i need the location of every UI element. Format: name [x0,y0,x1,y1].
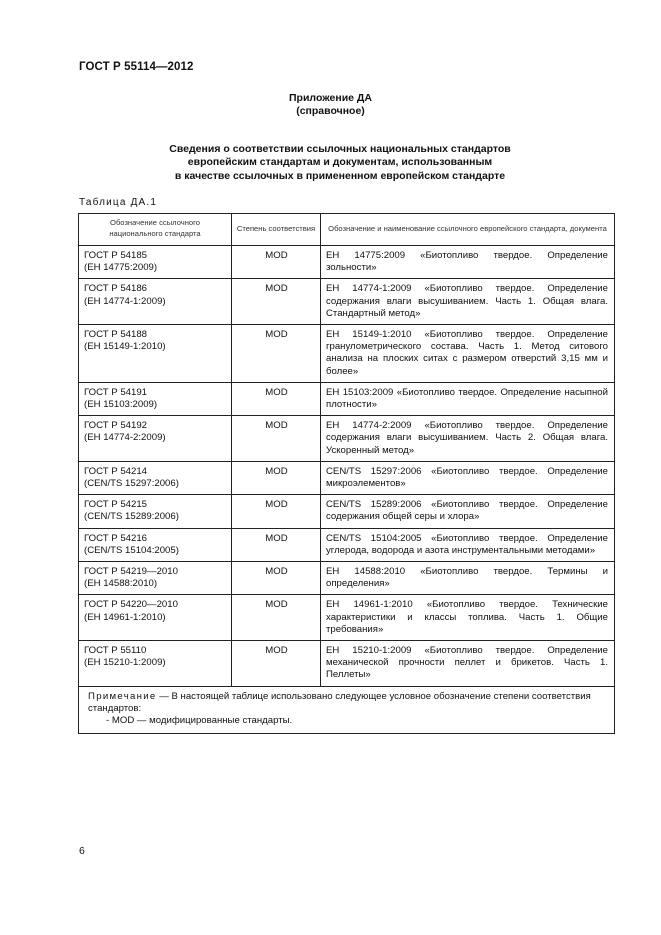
note-text: — В настоящей таблице использовано следующее условное обозначение степени соответствия стандартов: [88,690,591,714]
national-standard-cell [79,495,232,528]
national-standard-code: ГОСТ Р 54219—2010 [84,566,178,578]
table-row [79,246,615,279]
page-number: 6 [79,845,85,857]
degree-cell: MOD [232,641,321,687]
national-standard-cell [79,528,232,561]
table-body [79,246,615,687]
national-standard-cell [79,461,232,494]
table-row [79,495,615,528]
national-standard-code: ГОСТ Р 54188 [84,329,147,341]
degree-cell: MOD [232,528,321,561]
table-row [79,528,615,561]
heading-line-3: в качестве ссылочных в примененном европейском стандарте [174,169,506,182]
national-standard-cell [79,562,232,595]
national-standard-cell [79,246,232,279]
european-standard-cell: ЕН 14588:2010 «Биотопливо твердое. Термины и определения» [321,562,615,595]
degree-cell: MOD [232,279,321,325]
degree-cell: MOD [232,246,321,279]
european-standard-cell: ЕН 15103:2009 «Биотопливо твердое. Определение насыпной плотности» [321,382,615,415]
european-standard-cell: ЕН 14775:2009 «Биотопливо твердое. Определение зольности» [321,246,615,279]
national-standard-code: ГОСТ Р 54216 [84,532,147,544]
degree-cell: MOD [232,595,321,641]
equivalent-standard-code: (ЕН 15210-1:2009) [84,657,166,669]
table-caption: Таблица ДА.1 [79,197,158,208]
european-standard-cell: ЕН 14774-1:2009 «Биотопливо твердое. Определение содержания влаги высушиванием. Часть 1. Общая влага. Стандартный метод» [321,279,615,325]
table-header-row [79,214,615,246]
table-row [79,641,615,687]
equivalent-standard-code: (ЕН 14774-1:2009) [84,295,166,307]
equivalent-standard-code: (ЕН 14588:2010) [84,578,158,590]
equivalent-standard-code: (ЕН 14961-1:2010) [84,611,166,623]
note-item: - MOD — модифицированные стандарты. [106,715,293,727]
european-standard-cell: CEN/TS 15104:2005 «Биотопливо твердое. Определение углерода, водорода и азота инструментальными методами» [321,528,615,561]
degree-cell: MOD [232,325,321,383]
equivalent-standard-code: (ЕН 14775:2009) [84,262,158,274]
national-standard-cell [79,279,232,325]
european-standard-cell: ЕН 14774-2:2009 «Биотопливо твердое. Определение содержания влаги высушиванием. Часть 2. Общая влага. Ускоренный метод» [321,416,615,462]
national-standard-cell [79,416,232,462]
european-standard-cell: ЕН 15149-1:2010 «Биотопливо твердое. Определение гранулометрического состава. Часть 1. Метод ситового анализа на плоских ситах с размером отверстий 3,15 мм и более» [321,325,615,383]
national-standard-code: ГОСТ Р 54220—2010 [84,599,178,611]
european-standard-cell: CEN/TS 15289:2006 «Биотопливо твердое. Определение содержания общей серы и хлора» [321,495,615,528]
national-standard-code: ГОСТ Р 54214 [84,465,147,477]
table-row [79,416,615,462]
european-standard-cell: CEN/TS 15297:2006 «Биотопливо твердое. Определение микроэлементов» [321,461,615,494]
table-row [79,279,615,325]
column-header-degree: Степень соответствия [232,214,321,246]
annex-title: Приложение ДА [289,92,372,104]
equivalent-standard-code: (ЕН 15103:2009) [84,399,158,411]
national-standard-code: ГОСТ Р 54192 [84,420,147,432]
note-label: Примечание [88,690,157,702]
national-standard-code: ГОСТ Р 54186 [84,283,147,295]
national-standard-code: ГОСТ Р 54185 [84,250,147,261]
degree-cell: MOD [232,382,321,415]
national-standard-cell [79,595,232,641]
annex-header [0,92,661,118]
table-row [79,382,615,415]
degree-cell: MOD [232,562,321,595]
degree-cell: MOD [232,495,321,528]
national-standard-cell [79,382,232,415]
equivalent-standard-code: (ЕН 14774-2:2009) [84,432,166,444]
equivalent-standard-code: (CEN/TS 15104:2005) [84,544,179,556]
annex-subtitle: (справочное) [296,105,365,117]
national-standard-code: ГОСТ Р 55110 [84,645,147,657]
heading-line-2: европейским стандартам и документам, использованным [187,156,493,169]
annex-heading [130,143,550,183]
heading-line-1: Сведения о соответствии ссылочных национальных стандартов [169,143,511,155]
column-header-national-standard: Обозначение ссылочного национального стандарта [79,214,232,246]
national-standard-cell [79,325,232,383]
european-standard-cell: ЕН 14961-1:2010 «Биотопливо твердое. Технические характеристики и классы топлива. Часть 1. Общие требования» [321,595,615,641]
column-header-european-standard: Обозначение и наименование ссылочного европейского стандарта, документа [321,214,615,246]
table-row [79,562,615,595]
document-code: ГОСТ Р 55114—2012 [79,61,194,73]
equivalent-standard-code: (ЕН 15149-1:2010) [84,341,166,353]
national-standard-code: ГОСТ Р 54191 [84,386,147,398]
degree-cell: MOD [232,416,321,462]
correspondence-table [78,213,615,734]
equivalent-standard-code: (CEN/TS 15289:2006) [84,511,179,523]
national-standard-cell [79,641,232,687]
table-row [79,595,615,641]
table-note [79,686,615,734]
degree-cell: MOD [232,461,321,494]
national-standard-code: ГОСТ Р 54215 [84,499,147,511]
table-note-row [79,686,615,734]
european-standard-cell: ЕН 15210-1:2009 «Биотопливо твердое. Определение механической прочности пеллет и брикетов. Часть 1. Пеллеты» [321,641,615,687]
table-row [79,325,615,383]
table-row [79,461,615,494]
equivalent-standard-code: (CEN/TS 15297:2006) [84,478,179,490]
